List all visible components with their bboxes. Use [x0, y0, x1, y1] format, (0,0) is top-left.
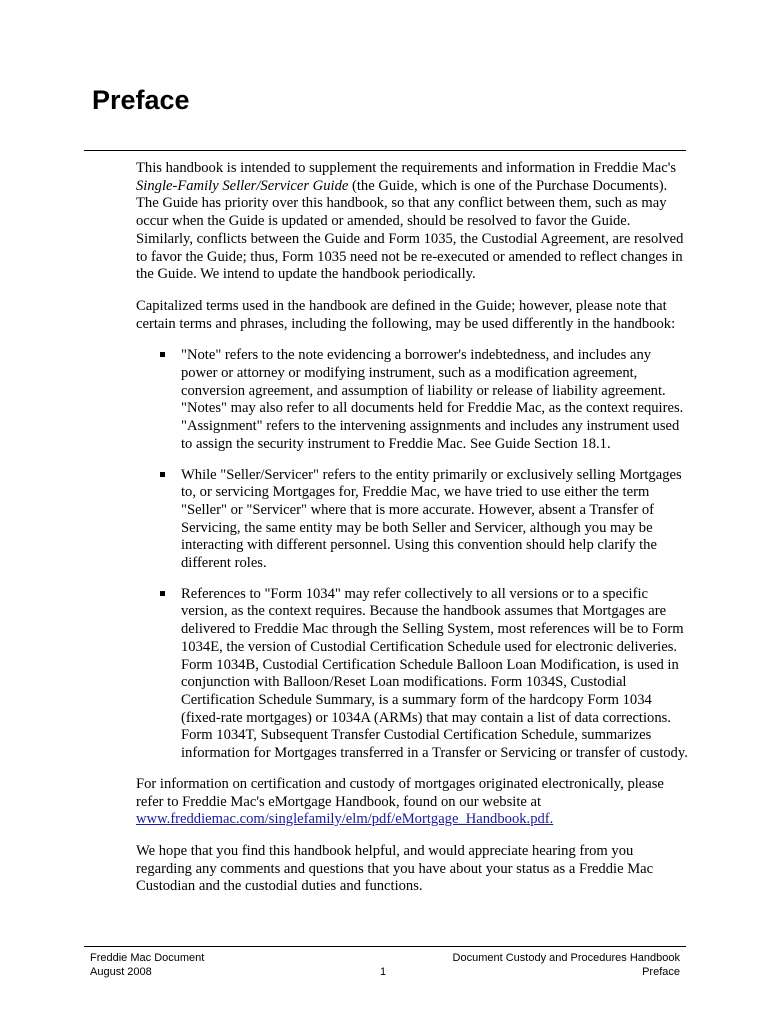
- page-title: Preface: [92, 85, 190, 115]
- square-bullet-icon: [160, 352, 165, 357]
- intro-paragraph: [136, 160, 688, 284]
- footer-handbook-title: Document Custody and Procedures Handbook: [452, 952, 680, 964]
- list-item: [136, 467, 688, 573]
- list-item-text: "Note" refers to the note evidencing a borrower's indebtedness, and includes any power or attorney or modifying instrument, such as a modification agreement, conversion agreement, and assumption of liability or release of liability agreement. "Notes" may also refer to all documents held for Freddie Mac, as the context requires. "Assignment" refers to the intervening assignments and includes any instrument used to assign the security instrument to Freddie Mac. See Guide Section 18.1.: [181, 347, 684, 452]
- footer-date: August 2008: [90, 966, 152, 978]
- emortgage-paragraph: [136, 776, 688, 829]
- footer-document-name: Freddie Mac Document: [90, 952, 205, 964]
- footer-divider: [84, 946, 686, 947]
- footer-left: [90, 951, 204, 979]
- list-item: [136, 347, 688, 453]
- list-item-text: References to "Form 1034" may refer collectively to all versions or to a specific version, as the context requires. Because the handbook assumes that Mortgages are delivered to Freddie Mac through the Selling System, most references will be to Form 1034E, the version of Custodial Certification Schedule used for electronic deliveries. Form 1034B, Custodial Certification Schedule Balloon Loan Modification, is used in conjunction with Balloon/Reset Loan modifications. Form 1034S, Custodial Certification Schedule Summary, is a summary form of the hardcopy Form 1034 (fixed-rate mortgages) or 1034A (ARMs) that may contain a list of data corrections. Form 1034T, Subsequent Transfer Custodial Certification Schedule, summarizes information for Mortgages transferred in a Transfer or Servicing or transfer of custody.: [181, 585, 688, 762]
- page-number: 1: [380, 966, 387, 978]
- intro-text-start: This handbook is intended to supplement the requirements and information in Freddie Mac's: [136, 160, 677, 176]
- closing-paragraph: We hope that you find this handbook helpful, and would appreciate hearing from you regarding any comments and questions that you have about your status as a Freddie Mac Custodian and the custodial duties and functions.: [136, 842, 654, 895]
- footer-section-name: Preface: [642, 966, 680, 978]
- square-bullet-icon: [160, 591, 165, 596]
- footer-right: [453, 951, 680, 979]
- list-item-text: While "Seller/Servicer" refers to the entity primarily or exclusively selling Mortgages to, or servicing Mortgages for, Freddie Mac, we have tried to use either the term "Seller" or "Servicer" where that is more accurate. However, absent a Transfer of Servicing, the same entity may be both Seller and Servicer, although you may be interacting with different personnel. Using this convention should help clarify the different roles.: [181, 466, 682, 572]
- emortgage-handbook-link[interactable]: www.freddiemac.com/singlefamily/elm/pdf/eMortgage_Handbook.pdf.: [136, 811, 554, 828]
- guide-title: Single-Family Seller/Servicer Guide: [136, 177, 349, 194]
- emortgage-text: For information on certification and custody of mortgages originated electronically, please refer to Freddie Mac's eMortgage Handbook, found on our website at: [136, 775, 664, 810]
- document-body: [136, 160, 688, 910]
- list-item: [136, 586, 688, 763]
- header-divider: [84, 150, 686, 151]
- square-bullet-icon: [160, 472, 165, 477]
- definitions-list: [136, 347, 688, 762]
- terms-paragraph: Capitalized terms used in the handbook are defined in the Guide; however, please note that certain terms and phrases, including the following, may be used differently in the handbook:: [136, 297, 676, 332]
- intro-text-end: (the Guide, which is one of the Purchase Documents). The Guide has priority over this handbook, so that any conflict between them, such as may occur when the Guide is updated or amended, should be resolved to favor the Guide. Similarly, conflicts between the Guide and Form 1035, the Custodial Agreement, are resolved to favor the Guide; thus, Form 1035 need not be re-executed or amended to reflect changes in the Guide. We intend to update the handbook periodically.: [136, 177, 684, 283]
